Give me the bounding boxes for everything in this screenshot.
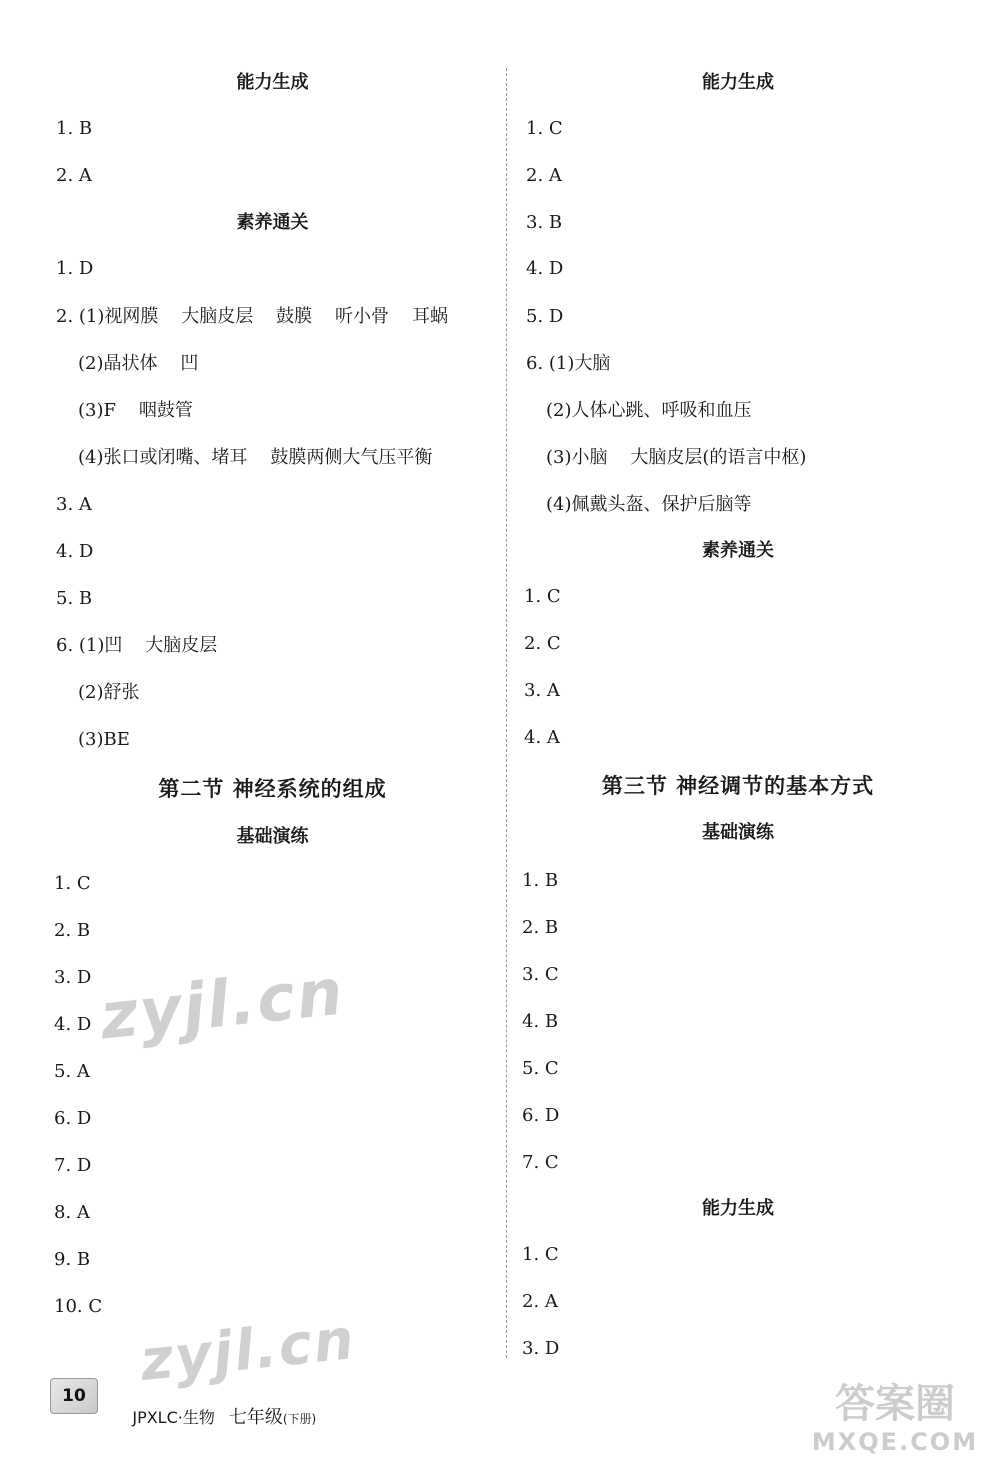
answer-row: (2)人体心跳、呼吸和血压 — [546, 400, 752, 421]
answer-row: 7. C — [522, 1152, 559, 1173]
column-divider — [506, 68, 507, 1358]
answer-row: (2)舒张 — [78, 682, 140, 703]
page-footer — [50, 1378, 370, 1428]
answer-row: 2. C — [524, 633, 561, 654]
answer-row: 5. C — [522, 1058, 559, 1079]
answer-row: 6. (1)大脑 — [526, 353, 611, 374]
answer-row: (4)佩戴头盔、保护后脑等 — [546, 494, 752, 515]
answer-row: 3. D — [54, 967, 92, 988]
answer-row: 6. (1)凹 大脑皮层 — [56, 635, 218, 656]
subsection-heading: 素养通关 — [236, 212, 309, 233]
subsection-heading: 素养通关 — [702, 540, 774, 561]
subsection-heading: 能力生成 — [702, 72, 774, 93]
answer-row: 4. D — [56, 541, 94, 562]
section-heading: 第二节 神经系统的组成 — [158, 777, 387, 801]
answer-row: 2. B — [54, 920, 91, 941]
answer-row: (4)张口或闭嘴、堵耳 鼓膜两侧大气压平衡 — [78, 447, 433, 468]
answer-row: 3. A — [524, 680, 560, 701]
answer-row: 5. A — [54, 1061, 90, 1082]
answer-row: 2. A — [56, 165, 92, 186]
answer-row: 8. A — [54, 1202, 90, 1223]
section-heading: 第三节 神经调节的基本方式 — [601, 774, 875, 798]
answer-row: 5. B — [56, 588, 93, 609]
answer-row: 2. A — [526, 165, 562, 186]
answer-row: 3. A — [56, 494, 92, 515]
corner-logo-title: 答案圈 — [835, 1381, 955, 1427]
series-label: JPXLC·生物 — [132, 1408, 215, 1427]
answer-row: 4. D — [526, 258, 564, 279]
answer-row: 1. D — [56, 258, 94, 279]
subsection-heading: 能力生成 — [702, 1198, 774, 1219]
answer-row: (2)晶状体 凹 — [78, 353, 199, 374]
answer-row: 9. B — [54, 1249, 91, 1270]
answer-row: 4. A — [524, 727, 560, 748]
answer-row: (3)F 咽鼓管 — [78, 400, 193, 421]
answer-row: (3)小脑 大脑皮层(的语言中枢) — [546, 447, 807, 468]
answer-row: 1. C — [526, 118, 563, 139]
answer-row: 4. B — [522, 1011, 559, 1032]
watermark-zyjl-2: zyjl.cn — [137, 1306, 359, 1395]
answer-row: 1. C — [522, 1244, 559, 1265]
grade-label: 七年级 — [228, 1407, 283, 1428]
answer-row: 1. B — [522, 870, 559, 891]
answer-row: 1. B — [56, 118, 93, 139]
answer-row: 10. C — [54, 1296, 103, 1317]
footer-series-text — [112, 1384, 316, 1448]
subsection-heading: 基础演练 — [236, 826, 309, 847]
answer-row: 1. C — [524, 586, 561, 607]
volume-label: (下册) — [282, 1412, 317, 1426]
answer-row: 3. D — [522, 1338, 560, 1359]
answer-row: 5. D — [526, 306, 564, 327]
answer-row: 6. D — [54, 1108, 92, 1129]
answer-row: 3. B — [526, 212, 563, 233]
answer-row: 2. (1)视网膜 大脑皮层 鼓膜 听小骨 耳蜗 — [56, 306, 448, 327]
answer-row: 7. D — [54, 1155, 92, 1176]
answer-row: 3. C — [522, 964, 559, 985]
answer-row: 6. D — [522, 1105, 560, 1126]
subsection-heading: 基础演练 — [702, 822, 774, 843]
corner-watermark-logo — [800, 1380, 990, 1465]
answer-row: 1. C — [54, 873, 91, 894]
page-number-badge: 10 — [50, 1378, 98, 1414]
subsection-heading: 能力生成 — [236, 72, 309, 93]
corner-logo-url: MXQE.COM — [811, 1428, 979, 1456]
answer-row: 2. B — [522, 917, 559, 938]
answer-row: 4. D — [54, 1014, 92, 1035]
watermark-zyjl-1: zyjl.cn — [96, 955, 348, 1055]
answer-row: 2. A — [522, 1291, 558, 1312]
answer-row: (3)BE — [78, 729, 130, 750]
